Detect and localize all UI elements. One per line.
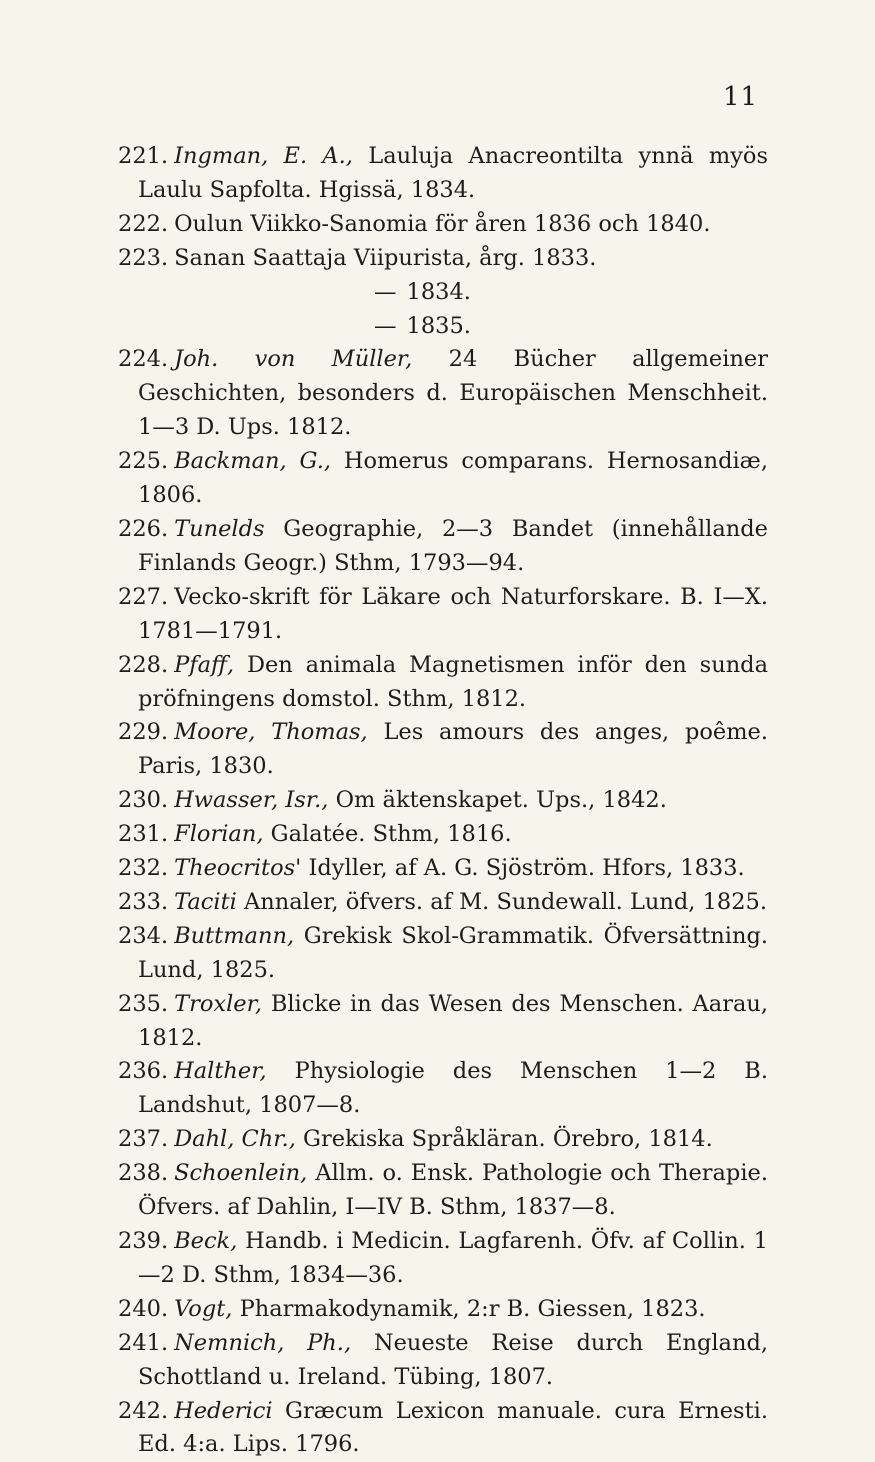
entry-number: 226. [118,515,169,542]
entry-text: Allm. o. Ensk. Pathologie och Therapie. Öfvers. af Dahlin, I—IV B. Sthm, 1837—8. [138,1160,768,1221]
entry-224 [118,343,768,445]
entry-author: Moore, Thomas, [174,719,368,746]
entry-234 [118,920,768,988]
page-number: 11 [723,82,759,112]
entry-number: 232. [118,855,169,882]
entry-241 [118,1327,768,1395]
entry-text: Om äktenskapet. Ups., 1842. [335,787,667,814]
entry-227 [118,581,768,649]
entry-author: Taciti [174,888,237,915]
entry-223-continued-1835: — 1835. [374,312,471,339]
entry-text: Geographie, 2—3 Bandet (innehållande Finlands Geogr.) Sthm, 1793—94. [138,515,768,576]
entry-author: Nemnich, Ph., [174,1329,352,1356]
entry-231 [118,818,768,852]
entry-number: 242. [118,1397,169,1424]
entry-239 [118,1225,768,1293]
entry-text: Les amours des anges, poême. Paris, 1830. [138,719,769,780]
entry-text: Oulun Viikko-Sanomia för åren 1836 och 1840. [174,210,711,237]
entry-text: Homerus comparans. Hernosandiæ, 1806. [138,448,768,509]
entry-text: Idyller, af A. G. Sjöström. Hfors, 1833. [308,855,745,882]
entry-author: Theocritos' [174,855,302,882]
catalog-entries [118,140,768,1462]
entry-text: Galatée. Sthm, 1816. [270,821,512,848]
entry-text: Pharmakodynamik, 2:r B. Giessen, 1823. [239,1295,706,1322]
entry-author: Dahl, Chr., [174,1126,296,1153]
entry-240 [118,1293,768,1327]
entry-237 [118,1123,768,1157]
entry-number: 231. [118,821,169,848]
entry-author: Beck, [174,1228,238,1254]
entry-number: 238. [118,1160,169,1187]
entry-238 [118,1157,768,1225]
entry-223-continued-1834: — 1834. [374,278,471,305]
entry-text: Sanan Saattaja Viipurista, årg. 1833. [174,244,597,271]
entry-number: 222. [118,210,169,237]
entry-author: Joh. von Müller, [174,346,413,373]
entry-author: Schoenlein, [174,1160,308,1187]
entry-author: Buttmann, [174,922,295,949]
entry-number: 241. [118,1329,169,1356]
entry-229 [118,716,768,784]
entry-232 [118,852,768,886]
entry-text: Grekiska Språkläran. Örebro, 1814. [303,1126,713,1153]
entry-text: Physiologie des Menschen 1—2 B. Landshut, 1807—8. [138,1058,768,1119]
entry-228 [118,649,768,717]
entry-number: 224. [118,346,169,373]
entry-text: 1834. [406,278,471,305]
entry-text: Græcum Lexicon manuale. cura Ernesti. Ed. 4:a. Lips. 1796. [138,1397,768,1458]
entry-number: 236. [118,1058,169,1085]
entry-226 [118,513,768,581]
entry-233 [118,886,768,920]
entry-225 [118,445,768,513]
entry-author: Troxler, [174,990,263,1017]
entry-number: 239. [118,1228,169,1254]
entry-number: 234. [118,922,169,949]
entry-text: 1835. [406,312,471,339]
entry-author: Hwasser, Isr., [174,787,329,814]
entry-author: Ingman, E. A., [174,143,353,169]
entry-author: Pfaff, [174,651,235,678]
entry-number: 225. [118,448,169,475]
entry-text: Neueste Reise durch England, Schottland u. Ireland. Tübing, 1807. [138,1329,769,1390]
entry-text: 24 Bücher allgemeiner Geschichten, besonders d. Europäischen Menschheit. 1—3 D. Ups. 1812. [138,346,769,441]
entry-223 [118,242,768,276]
entry-text: Annaler, öfvers. af M. Sundewall. Lund, 1825. [243,888,767,915]
entry-text: Handb. i Medicin. Lagfarenh. Öfv. af Collin. 1—2 D. Sthm, 1834—36. [138,1228,768,1288]
entry-number: 229. [118,719,169,746]
entry-number: 227. [118,583,169,610]
entry-author: Halther, [174,1058,267,1085]
entry-author: Florian, [174,821,264,848]
entry-242 [118,1395,768,1462]
entry-author: Hederici [174,1397,273,1424]
entry-number: 235. [118,990,169,1017]
entry-number: 221. [118,143,169,169]
entry-221 [118,140,768,208]
entry-text: Grekisk Skol-Grammatik. Öfversättning. Lund, 1825. [138,922,768,983]
entry-number: 240. [118,1295,169,1322]
entry-author: Backman, G., [174,448,332,475]
entry-text: Blicke in das Wesen des Menschen. Aarau, 1812. [138,990,769,1051]
entry-222 [118,208,768,242]
entry-number: 223. [118,244,169,271]
entry-number: 233. [118,888,169,915]
entry-author: Vogt, [174,1295,233,1322]
entry-number: 228. [118,651,169,678]
entry-230 [118,784,768,818]
entry-text: Vecko-skrift för Läkare och Naturforskare. B. I—X. 1781—1791. [138,583,768,644]
entry-text: Lauluja Anacreontilta ynnä myös Laulu Sapfolta. Hgissä, 1834. [138,143,768,203]
entry-author: Tunelds [174,515,265,542]
entry-number: 230. [118,787,169,814]
entry-235 [118,988,768,1056]
entry-236 [118,1055,768,1123]
entry-number: 237. [118,1126,169,1153]
entry-text: Den animala Magnetismen inför den sunda pröfningens domstol. Sthm, 1812. [138,651,768,712]
